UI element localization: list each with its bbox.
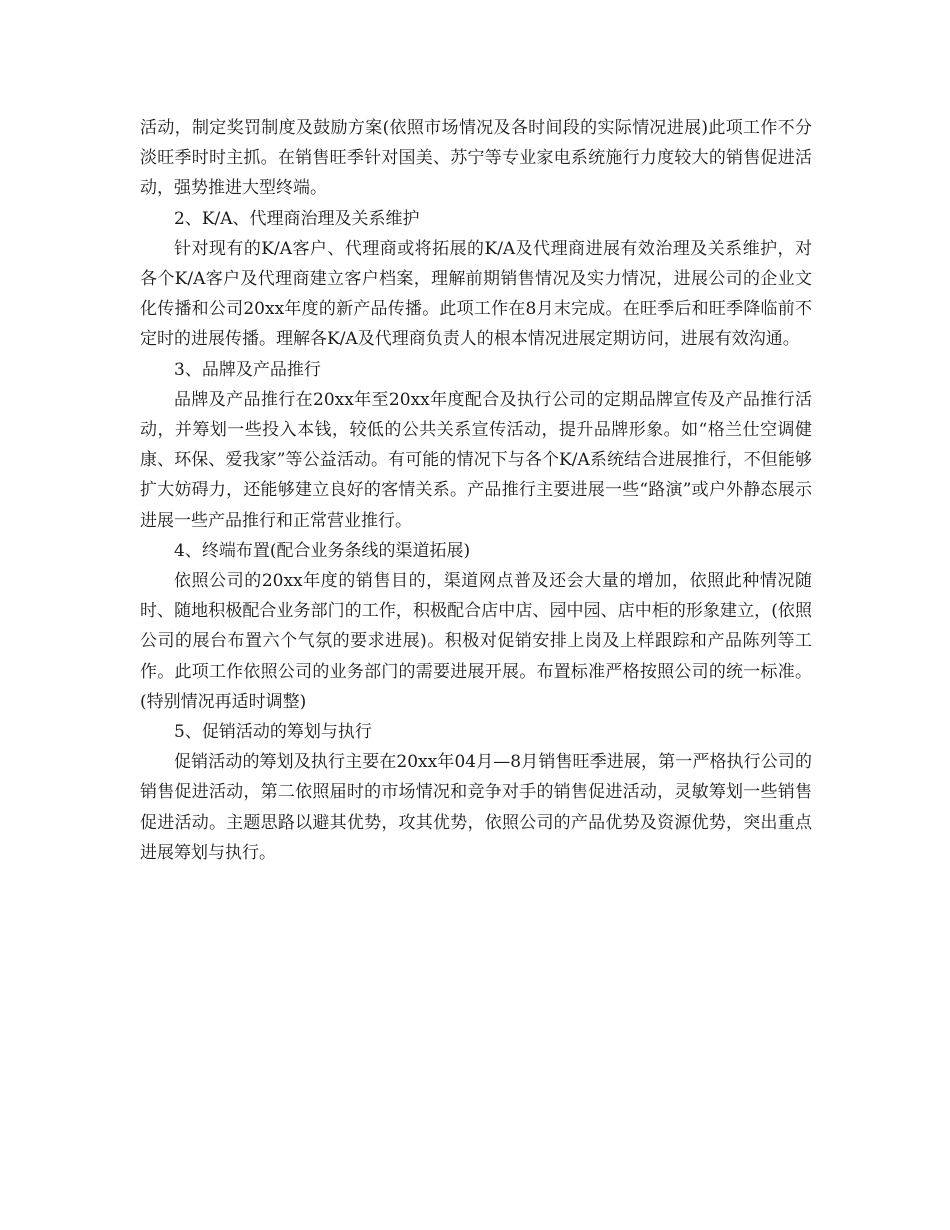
body-paragraph: 活动，制定奖罚制度及鼓励方案(依照市场情况及各时间段的实际情况进展)此项工作不分淡旺季时时主抓。在销售旺季针对国美、苏宁等专业家电系统施行力度较大的销售促进活动，强势推进大型终端。 [140,118,812,199]
section-heading-promotion-planning: 5、促销活动的筹划与执行 [174,722,372,743]
section-heading-terminal-layout: 4、终端布置(配合业务条线的渠道拓展) [174,540,471,561]
section-heading-ka-agents: 2、K/A、代理商治理及关系维护 [174,208,420,229]
body-paragraph: 促销活动的筹划及执行主要在20xx年04月—8月销售旺季进展，第一严格执行公司的销售促进活动，第二依照届时的市场情况和竞争对手的销售促进活动，灵敏筹划一些销售促进活动。主题思路以避其优势，攻其优势，依照公司的产品优势及资源优势，突出重点进展筹划与执行。 [140,752,812,863]
body-paragraph: 品牌及产品推行在20xx年至20xx年度配合及执行公司的定期品牌宣传及产品推行活动，并筹划一些投入本钱，较低的公共关系宣传活动，提升品牌形象。如“格兰仕空调健康、环保、爱我家”等公益活动。有可能的情况下与各个K/A系统结合进展推行，不但能够扩大妨碍力，还能够建立良好的客情关系。产品推行主要进展一些“路演”或户外静态展示进展一些产品推行和正常营业推行。 [140,389,812,531]
body-paragraph: 依照公司的20xx年度的销售目的，渠道网点普及还会大量的增加，依照此种情况随时、随地积极配合业务部门的工作，积极配合店中店、园中园、店中柜的形象建立，(依照公司的展台布置六个气氛的要求进展)。积极对促销安排上岗及上样跟踪和产品陈列等工作。此项工作依照公司的业务部门的需要进展开展。布置标准严格按照公司的统一标准。(特别情况再适时调整) [140,571,812,712]
section-heading-brand-promotion: 3、品牌及产品推行 [174,359,321,380]
document-page [140,113,812,868]
body-paragraph: 针对现有的K/A客户、代理商或将拓展的K/A及代理商进展有效治理及关系维护，对各个K/A客户及代理商建立客户档案，理解前期销售情况及实力情况，进展公司的企业文化传播和公司20xx年度的新产品传播。此项工作在8月末完成。在旺季后和旺季降临前不定时的进展传播。理解各K/A及代理商负责人的根本情况进展定期访问，进展有效沟通。 [140,238,812,350]
